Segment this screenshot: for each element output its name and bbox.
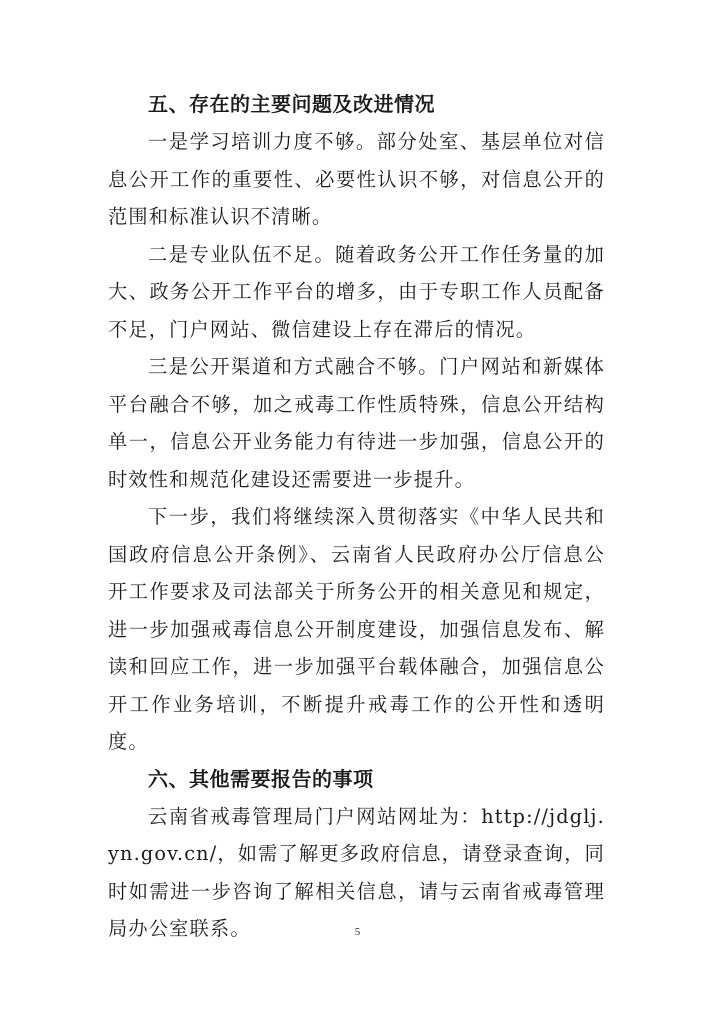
paragraph-training: 一是学习培训力度不够。部分处室、基层单位对信息公开工作的重要性、必要性认识不够，对信息公开的范围和标准认识不清晰。 — [108, 130, 605, 228]
paragraph-next-steps: 下一步，我们将继续深入贯彻落实《中华人民共和国政府信息公开条例》、云南省人民政府办公厅信息公开工作要求及司法部关于所务公开的相关意见和规定，进一步加强戒毒信息公开制度建设，加强信息发布、解读和回应工作，进一步加强平台载体融合，加强信息公开工作业务培训，不断提升戒毒工作的公开性和透明度。 — [108, 505, 605, 753]
page-number: 5 — [354, 926, 361, 938]
paragraph-channels: 三是公开渠道和方式融合不够。门户网站和新媒体平台融合不够，加之戒毒工作性质特殊，信息公开结构单一，信息公开业务能力有待进一步加强，信息公开的时效性和规范化建设还需要进一步提升。 — [108, 355, 605, 491]
section-five-heading: 五、存在的主要问题及改进情况 — [148, 92, 435, 116]
document-body — [108, 86, 605, 948]
paragraph-website-contact: 云南省戒毒管理局门户网站网址为：http://jdglj.yn.gov.cn/，如需了解更多政府信息，请登录查询，同时如需进一步咨询了解相关信息，请与云南省戒毒管理局办公室联系。 — [108, 804, 605, 940]
section-six-heading: 六、其他需要报告的事项 — [148, 766, 374, 791]
paragraph-staffing: 二是专业队伍不足。随着政务公开工作任务量的加大、政务公开工作平台的增多，由于专职工作人员配备不足，门户网站、微信建设上存在滞后的情况。 — [108, 242, 605, 341]
